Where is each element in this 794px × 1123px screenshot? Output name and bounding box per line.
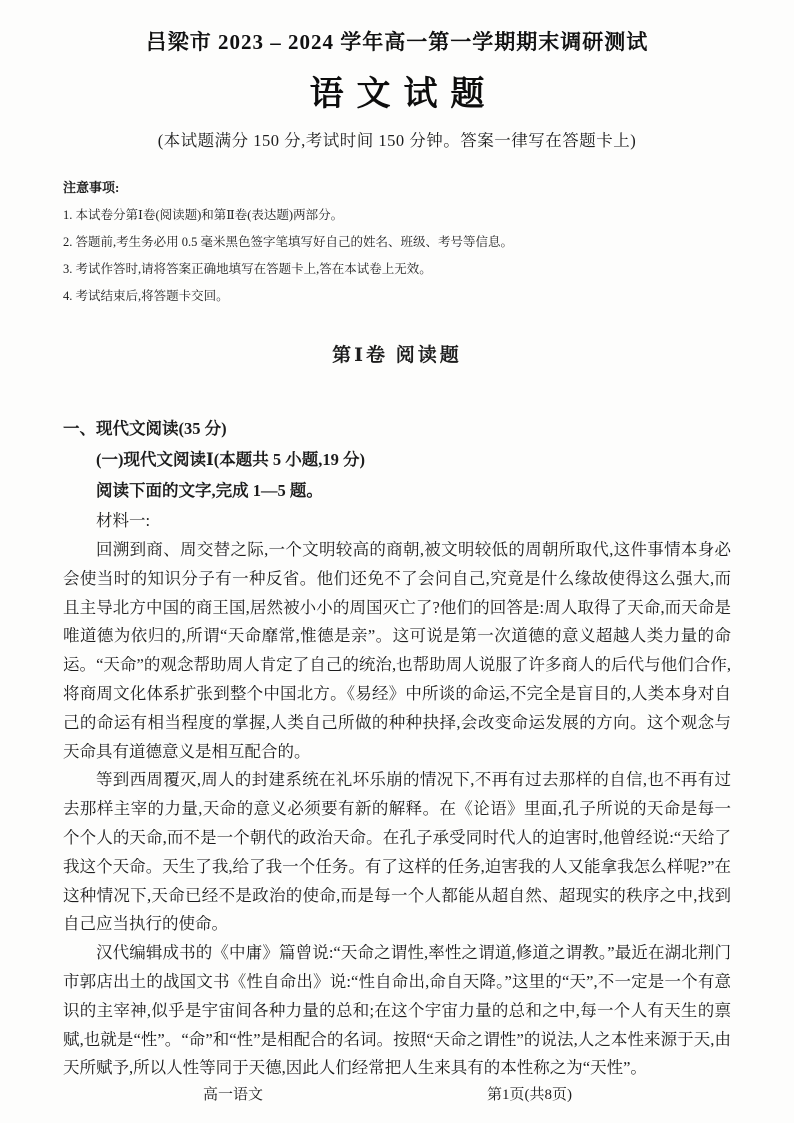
footer-page-number: 第1页(共8页) [487,1087,572,1103]
reading-part-heading: 一、现代文阅读(35 分) [63,419,227,438]
material-label: 材料一: [96,511,151,530]
material-paragraph: 汉代编辑成书的《中庸》篇曾说:“天命之谓性,率性之谓道,修道之谓教。”最近在湖北荆门市郭店出土的战国文书《性自命出》说:“性自命出,命自天降。”这里的“天”,不一定是一个有意识的主宰神,似乎是宇宙间各种力量的总和;在这个宇宙力量的总和之中,每一个人有天生的禀赋,也就是“性”。“命”和“性”是相配合的名词。按照“天命之谓性”的说法,人之本性来源于天,由天所赋予,所以人性等同于天德,因此人们经常把人生来具有的本性称之为“天性”。 [63,943,731,1078]
reading-sub-heading: (一)现代文阅读Ⅰ(本题共 5 小题,19 分) [96,450,365,469]
notice-item: 2. 答题前,考生务必用 0.5 毫米黑色签字笔填写好自己的姓名、班级、考号等信息。 [63,235,514,249]
subject-title: 语文试题 [309,76,498,113]
notice-heading: 注意事项: [63,180,120,195]
material-paragraph: 回溯到商、周交替之际,一个文明较高的商朝,被文明较低的周朝所取代,这件事情本身必会使当时的知识分子有一种反省。他们还免不了会问自己,究竟是什么缘故使得这么强大,而且主导北方中国的商王国,居然被小小的周国灭亡了?他们的回答是:周人取得了天命,而天命是唯道德为依归的,所谓“天命靡常,惟德是亲”。这可说是第一次道德的意义超越人类力量的命运。“天命”的观念帮助周人肯定了自己的统治,也帮助周人说服了许多商人的后代与他们合作,将商周文化体系扩张到整个中国北方。《易经》中所谈的命运,不完全是盲目的,人类本身对自己的命运有相当程度的掌握,人类自己所做的种种抉择,会改变命运发展的方向。这个观念与天命具有道德意义是相互配合的。 [63,540,731,761]
notice-item: 4. 考试结束后,将答题卡交回。 [63,289,229,303]
material-paragraph: 等到西周覆灭,周人的封建系统在礼坏乐崩的情况下,不再有过去那样的自信,也不再有过去那样主宰的力量,天命的意义必须要有新的解释。在《论语》里面,孔子所说的天命是每一个个人的天命,而不是一个朝代的政治天命。在孔子承受同时代人的迫害时,他曾经说:“天给了我这个天命。天生了我,给了我一个任务。有了这样的任务,迫害我的人又能拿我怎么样呢?”在这种情况下,天命已经不是政治的使命,而是每一个人都能从超自然、超现实的秩序之中,找到自己应当执行的使命。 [63,770,731,934]
exam-note: (本试题满分 150 分,考试时间 150 分钟。答案一律写在答题卡上) [157,131,637,150]
reading-instruction: 阅读下面的文字,完成 1—5 题。 [96,481,323,500]
notice-item: 3. 考试作答时,请将答案正确地填写在答题卡上,答在本试卷上无效。 [63,262,432,276]
page-title: 吕梁市 2023 – 2024 学年高一第一学期期末调研测试 [145,30,649,54]
footer-course-label: 高一语文 [203,1087,264,1103]
notice-section [63,177,731,310]
notice-item: 1. 本试卷分第Ⅰ卷(阅读题)和第Ⅱ卷(表达题)两部分。 [63,208,344,222]
section-header: 第Ⅰ卷 阅读题 [332,345,462,366]
page-footer [63,1083,731,1103]
